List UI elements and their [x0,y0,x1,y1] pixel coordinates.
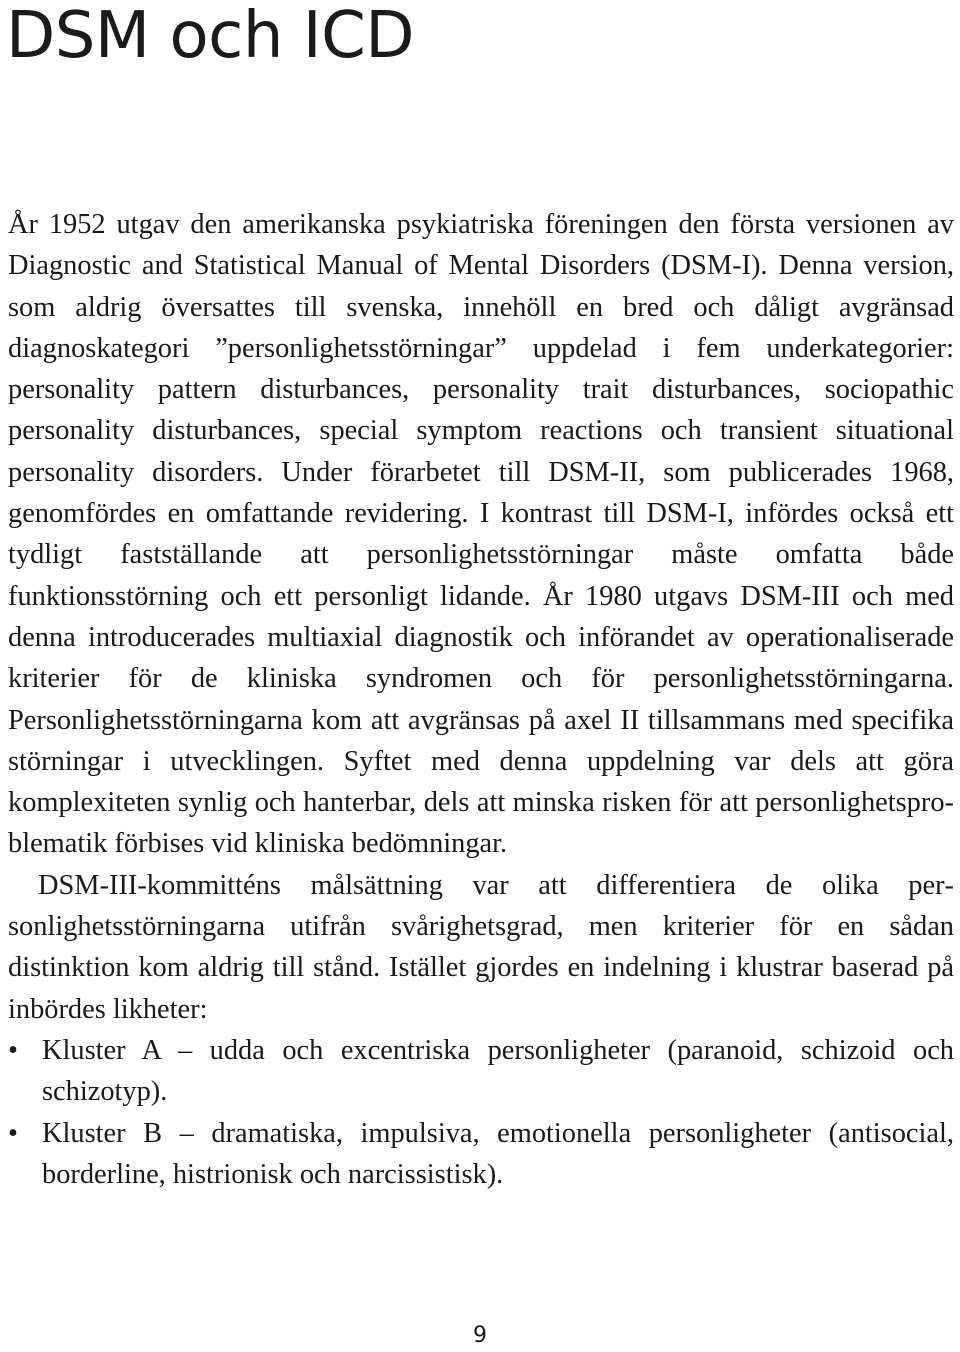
list-item-text: Kluster A – udda och excentriska personligheter (paranoid, schizoid och schizotyp). [42,1034,954,1108]
page-number: 9 [473,1323,487,1348]
list-item [8,1030,954,1113]
bullet-icon: • [8,1034,18,1066]
paragraph-1: År 1952 utgav den amerikanska psykiatriska föreningen den första versionen av Diagnostic and Statistical Manual of Mental Disorders (DSM-I). Denna version, som aldrig översattes till svenska, innehöll en bred och dåligt avgränsad diagnoskategori ”personlighetsstörningar” uppdelad i fem underkategorier: personality pattern disturbances, personality trait disturbances, sociopathic personality disturbances, special symptom reactions och transient situational personality disorders. Under förarbetet till DSM-II, som publicerades 1968, genomfördes en omfattande revidering. I kontrast till DSM-I, infördes också ett tydligt fastställande att personlighetsstörningar måste omfatta både funktionsstörning och ett personligt lidande. År 1980 utgavs DSM-III och med denna introducerades multiaxial diagnostik och införandet av operationaliserade kriterier för de kliniska syndromen och för personlighetsstörningarna. Personlighetsstörningarna kom att avgränsas på axel II tillsammans med specifika störningar i utvecklingen. Syftet med denna uppdelning var dels att göra komplexiteten synlig och hanterbar, dels att minska risken för att personlighetsproblematik förbises vid kliniska bedömningar. [8,209,954,860]
list-item [8,1113,954,1196]
list-item-text: Kluster B – dramatiska, impulsiva, emotionella personligheter (antisocial, borderline, histrionisk och narcissistisk). [42,1117,954,1190]
paragraph-2: DSM-III-kommitténs målsättning var att differentiera de olika personlighetsstörningarna utifrån svårighetsgrad, men kriterier för en sådan distinktion kom aldrig till stånd. Istället gjordes en indelning i klustrar baserad på inbördes likheter: [8,869,954,1025]
page-title: DSM och ICD [6,0,415,73]
cluster-list [8,1030,954,1195]
bullet-icon: • [8,1117,18,1149]
body-text [8,204,954,1195]
